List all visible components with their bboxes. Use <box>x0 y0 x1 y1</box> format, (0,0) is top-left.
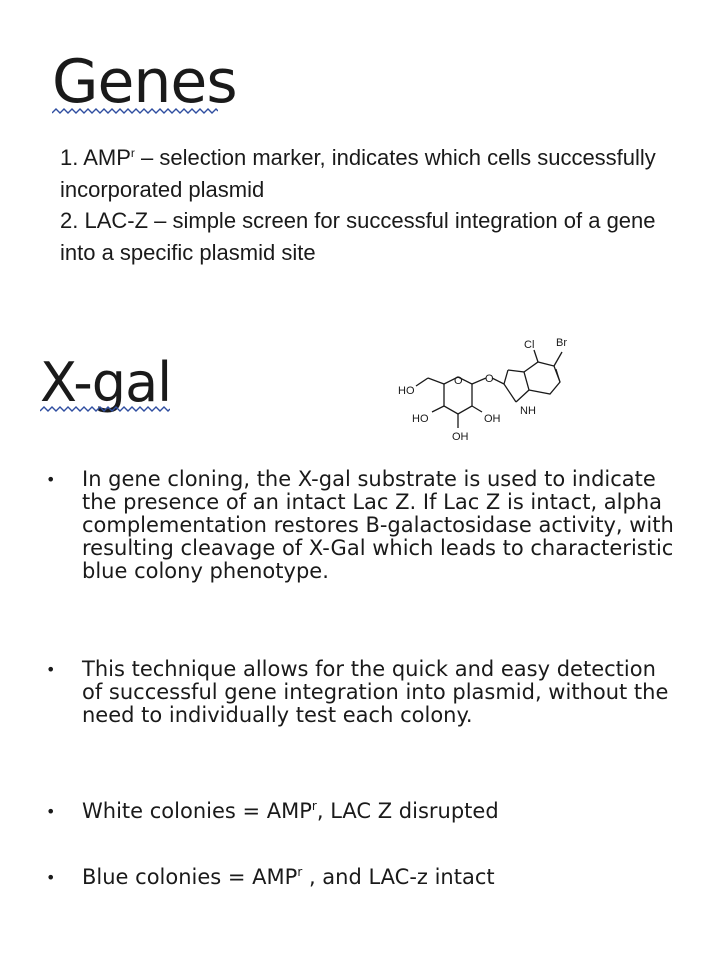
bullet-text-prefix: White colonies = AMP <box>82 799 312 823</box>
bullet-item <box>42 800 499 823</box>
xgal-structure-diagram <box>384 332 580 452</box>
bullet-text: In gene cloning, the X-gal substrate is used to indicate the presence of an intact Lac Z. If Lac Z is intact, alpha complementation restores B-galactosidase activity, with resulting cleavage of X-Gal which leads to characteristic blue colony phenotype. <box>82 467 674 583</box>
spellcheck-underline <box>52 108 218 118</box>
bullet-dot: • <box>46 470 56 489</box>
genes-item-amp <box>60 142 670 205</box>
bullet-item <box>42 658 682 727</box>
amine-label: NH <box>520 405 536 417</box>
genes-heading-block <box>52 48 237 116</box>
bullet-text <box>82 799 499 823</box>
superscript-r: r <box>130 146 135 160</box>
bullet-text: This technique allows for the quick and easy detection of successful gene integration into plasmid, without the need to individually test each colony. <box>82 657 669 727</box>
superscript-r: r <box>297 865 303 879</box>
bullet-dot: • <box>46 868 56 887</box>
bullet-text-prefix: Blue colonies = AMP <box>82 865 298 889</box>
ring-oxygen-label: O <box>454 375 463 387</box>
bromine-label: Br <box>556 337 567 349</box>
bullet-item <box>42 468 682 583</box>
linker-oxygen-label: O <box>485 373 494 385</box>
genes-item-amp-text: – selection marker, indicates which cells successfully incorporated plasmid <box>60 145 656 202</box>
bullet-text-rest: , LAC Z disrupted <box>316 799 499 823</box>
chlorine-label: Cl <box>524 339 535 351</box>
xgal-title: X-gal <box>40 351 172 414</box>
hydroxyl-label: OH <box>452 431 469 443</box>
bullet-dot: • <box>46 660 56 679</box>
superscript-r: r <box>311 799 317 813</box>
genes-title: Genes <box>52 47 237 117</box>
genes-list <box>60 142 670 268</box>
bullet-text <box>82 865 495 889</box>
genes-item-amp-prefix: 1. AMP <box>60 145 131 170</box>
hydroxyl-label: OH <box>484 413 501 425</box>
bullet-dot: • <box>46 802 56 821</box>
genes-item-lacz: 2. LAC-Z – simple screen for successful integration of a gene into a specific plasmid site <box>60 208 656 265</box>
hydroxyl-label: HO <box>398 385 415 397</box>
molecule-labels <box>398 337 567 443</box>
bullet-item <box>42 866 495 889</box>
spellcheck-underline <box>40 406 170 416</box>
hydroxyl-label: HO <box>412 413 429 425</box>
bullet-text-rest: , and LAC-z intact <box>302 865 495 889</box>
xgal-heading-block <box>40 350 171 416</box>
